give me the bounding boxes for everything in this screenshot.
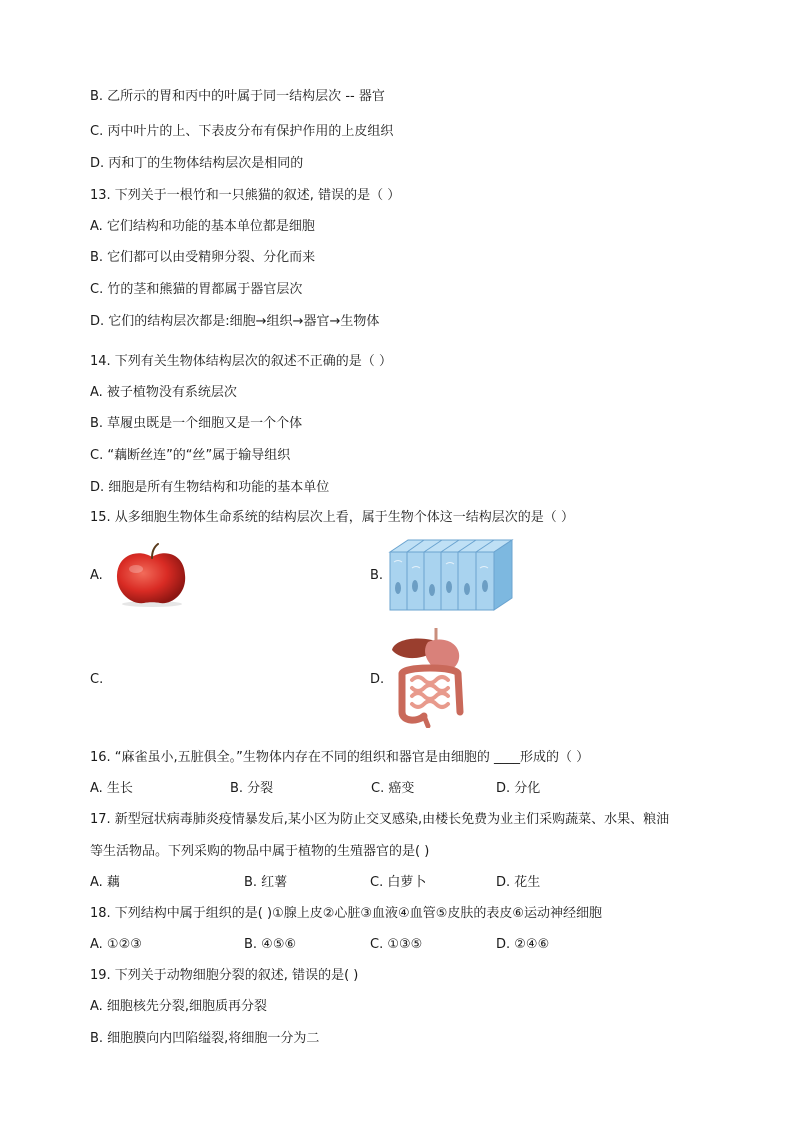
q13-option-d: D. 它们的结构层次都是:细胞→组织→器官→生物体 [90,314,380,329]
epithelial-tissue-icon [386,538,516,612]
q17-option-d: D. 花生 [496,875,541,890]
q16-option-d: D. 分化 [496,781,541,796]
q19-option-b: B. 细胞膜向内凹陷缢裂,将细胞一分为二 [90,1031,320,1046]
apple-icon [112,543,190,607]
q17-stem-line-1: 17. 新型冠状病毒肺炎疫情暴发后,某小区为防止交叉感染,由楼长免费为业主们采购蔬菜、水果、粮油 [90,812,670,827]
q17-option-b: B. 红薯 [244,875,288,890]
q16-stem: 16. “麻雀虽小,五脏俱全。”生物体内存在不同的组织和器官是由细胞的 ____形成的（ ） [90,750,590,765]
q15-label-b: B. [370,568,384,583]
q17-option-a: A. 藕 [90,875,120,890]
q12-option-c: C. 丙中叶片的上、下表皮分布有保护作用的上皮组织 [90,124,394,139]
q15-stem: 15. 从多细胞生物体生命系统的结构层次上看，属于生物个体这一结构层次的是（ ） [90,510,574,525]
q18-stem: 18. 下列结构中属于组织的是( )①腺上皮②心脏③血液④血管⑤皮肤的表皮⑥运动神经细胞 [90,906,603,921]
q13-option-a: A. 它们结构和功能的基本单位都是细胞 [90,219,315,234]
q16-option-b: B. 分裂 [230,781,274,796]
q17-option-c: C. 白萝卜 [370,875,427,890]
digestive-system-icon [388,628,472,728]
q19-stem: 19. 下列关于动物细胞分裂的叙述, 错误的是( ) [90,968,359,983]
q14-option-c: C. “藕断丝连”的“丝”属于输导组织 [90,448,291,463]
q13-option-c: C. 竹的茎和熊猫的胃都属于器官层次 [90,282,303,297]
q16-option-a: A. 生长 [90,781,133,796]
q15-label-c: C. [90,672,104,687]
q14-option-d: D. 细胞是所有生物结构和功能的基本单位 [90,480,330,495]
q12-option-b: B. 乙所示的胃和丙中的叶属于同一结构层次 -- 器官 [90,89,385,104]
q18-option-b: B. ④⑤⑥ [244,937,297,952]
q14-stem: 14. 下列有关生物体结构层次的叙述不正确的是（ ） [90,354,392,369]
q13-stem: 13. 下列关于一根竹和一只熊猫的叙述, 错误的是（ ） [90,188,401,203]
q17-stem-line-2: 等生活物品。下列采购的物品中属于植物的生殖器官的是( ) [90,844,430,859]
q18-option-d: D. ②④⑥ [496,937,550,952]
q12-option-d: D. 丙和丁的生物体结构层次是相同的 [90,156,304,171]
q14-option-a: A. 被子植物没有系统层次 [90,385,237,400]
q14-option-b: B. 草履虫既是一个细胞又是一个个体 [90,416,303,431]
q13-option-b: B. 它们都可以由受精卵分裂、分化而来 [90,250,316,265]
q15-label-d: D. [370,672,385,687]
q19-option-a: A. 细胞核先分裂,细胞质再分裂 [90,999,268,1014]
q18-option-a: A. ①②③ [90,937,142,952]
q15-label-a: A. [90,568,103,583]
q18-option-c: C. ①③⑤ [370,937,423,952]
q16-option-c: C. 癌变 [371,781,415,796]
